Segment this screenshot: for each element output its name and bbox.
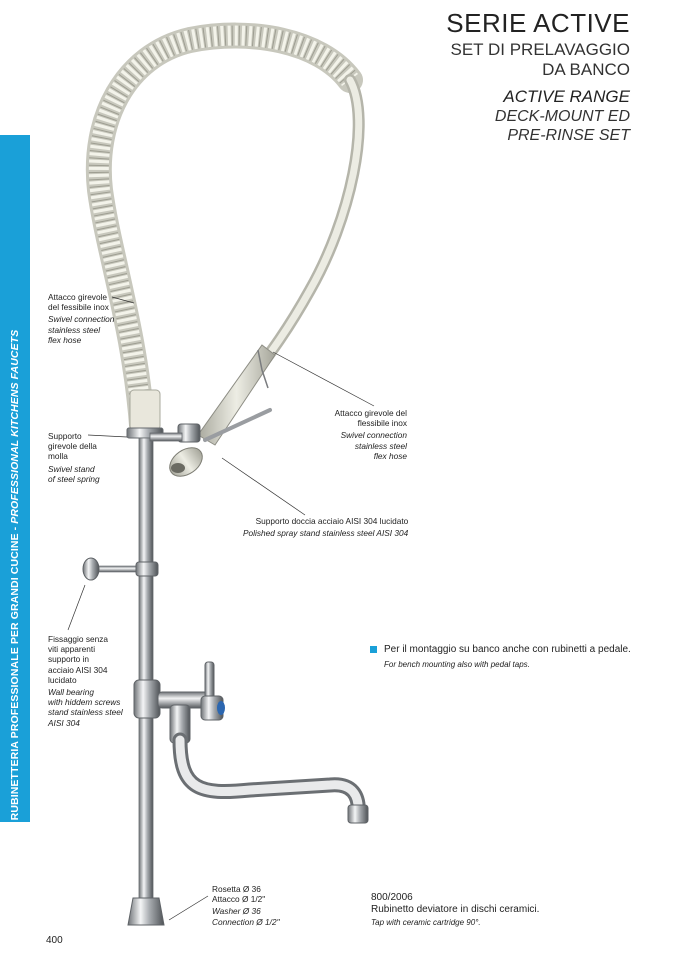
label-text: lucidato <box>48 674 77 685</box>
label-text: viti apparenti <box>48 644 96 655</box>
base-washer <box>128 898 164 925</box>
label-text: Supporto doccia acciaio AISI 304 lucidato <box>255 516 409 526</box>
product-info <box>371 892 539 929</box>
product-description-en: Tap with ceramic cartridge 90°. <box>371 918 481 927</box>
subtitle-english-1: DECK-MOUNT ED <box>494 108 630 125</box>
label-text-en: Connection Ø 1/2" <box>212 916 280 927</box>
product-code: 800/2006 <box>371 892 413 903</box>
label-text-en: Swivel stand <box>48 463 95 474</box>
label-text-en: flex hose <box>48 334 82 345</box>
spring-collar <box>130 390 160 430</box>
label-text: Attacco girevole del <box>334 408 407 418</box>
label-swivel-connection-right <box>300 408 407 461</box>
spring-coil <box>99 36 350 425</box>
label-text: Attacco girevole <box>48 292 108 302</box>
label-text-en: stainless steel <box>354 440 407 451</box>
label-text: Attacco Ø 1/2" <box>212 894 266 905</box>
label-text-en: stainless steel <box>48 324 101 335</box>
label-text-en: stand stainless steel <box>48 707 123 718</box>
label-text: flessibile inox <box>357 418 407 429</box>
label-text: Fissaggio senza <box>48 634 108 644</box>
label-text: Supporto <box>48 431 82 441</box>
label-swivel-stand <box>48 431 100 484</box>
spray-arm <box>150 433 182 441</box>
label-spray-stand <box>243 516 408 538</box>
sidebar-sub-text: PROFESSIONAL KITCHENS FAUCETS <box>9 329 21 524</box>
label-text: Rosetta Ø 36 <box>212 884 261 894</box>
label-washer <box>212 884 280 927</box>
subtitle-english-2: PRE-RINSE SET <box>507 127 630 144</box>
title-block <box>446 10 630 145</box>
label-text: girevole della <box>48 441 97 452</box>
label-text-en: of steel spring <box>48 473 100 484</box>
sidebar-separator: - <box>9 523 21 534</box>
label-text: supporto in <box>48 654 90 665</box>
subtitle-italian-1: SET DI PRELAVAGGIO <box>450 40 630 59</box>
label-swivel-connection-left <box>48 292 114 345</box>
bullet-square-icon <box>370 646 377 653</box>
subtitle-italian-2: DA BANCO <box>542 60 630 79</box>
label-text-en: Washer Ø 36 <box>212 906 261 917</box>
label-text-en: with hiddem screws <box>48 697 121 708</box>
label-text: del fessibile inox <box>48 302 109 313</box>
label-wall-bearing <box>48 634 123 728</box>
leader-lines <box>68 297 374 920</box>
note-text-en: For bench mounting also with pedal taps. <box>384 660 530 669</box>
note-text: Per il montaggio su banco anche con rubinetti a pedale. <box>384 644 631 655</box>
label-text: acciaio AISI 304 <box>48 664 108 675</box>
label-text-en: Polished spray stand stainless steel AISI 304 <box>243 528 409 539</box>
product-description: Rubinetto deviatore in dischi ceramici. <box>371 904 540 915</box>
label-text-en: Swivel connection <box>340 430 407 441</box>
title-english: ACTIVE RANGE <box>503 87 630 106</box>
bench-mounting-note <box>370 644 650 671</box>
page-title: SERIE ACTIVE <box>446 8 630 38</box>
steel-column <box>139 438 153 900</box>
label-text-en: AISI 304 <box>48 717 80 728</box>
label-text-en: Swivel connection <box>48 314 115 325</box>
label-text-en: Wall bearing <box>48 687 94 698</box>
deviator-tap <box>134 662 368 823</box>
sidebar-main-text: RUBINETTERIA PROFESSIONALE PER GRANDI CUCINE <box>9 533 21 821</box>
label-text-en: flex hose <box>373 450 407 461</box>
spray-gun <box>164 345 275 482</box>
label-text: molla <box>48 451 68 462</box>
flex-hose <box>250 80 359 380</box>
page-number: 400 <box>46 935 63 946</box>
